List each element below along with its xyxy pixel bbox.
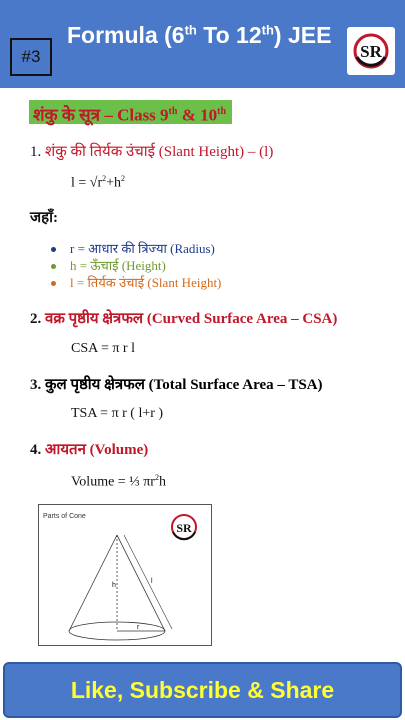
subscribe-banner[interactable]	[3, 662, 402, 718]
slant-height-heading: 1. शंकु की तिर्यक उंचाई (Slant Height) – (l)	[30, 144, 274, 160]
diagram-title: Parts of Cone	[43, 513, 86, 520]
csa-heading: 2. वक्र पृष्ठीय क्षेत्रफल (Curved Surface Area – CSA)	[30, 311, 338, 327]
list-item: h = ऊँचाई (Height)	[48, 257, 221, 274]
sr-logo-icon	[347, 27, 395, 75]
variable-list	[48, 240, 221, 291]
sr-logo-icon	[172, 515, 196, 539]
tsa-heading: 3. कुल पृष्ठीय क्षेत्रफल (Total Surface Area – TSA)	[30, 377, 323, 393]
where-label: जहाँ:	[30, 210, 58, 226]
tsa-formula: TSA = π r ( l+r )	[71, 406, 164, 421]
svg-text:h: h	[112, 582, 116, 589]
volume-formula: Volume = ⅓ $\pi r^2h$	[71, 473, 166, 490]
slant-height-formula: $l = √r^2+h^2$	[71, 174, 126, 191]
csa-formula: CSA = π r l	[71, 341, 135, 356]
svg-text:r: r	[137, 624, 140, 631]
volume-heading: 4. आयतन (Volume)	[30, 442, 149, 458]
svg-text:SR: SR	[360, 42, 382, 61]
list-item: r = आधार की त्रिज्या (Radius)	[48, 240, 221, 257]
subscribe-text: Like, Subscribe & Share	[70, 677, 335, 703]
cone-diagram	[38, 504, 212, 646]
page-title: Formula (6th To 12th) JEE	[67, 22, 332, 48]
header-bar	[0, 0, 405, 88]
list-item: l = तिर्यक उंचाई (Slant Height)	[48, 274, 221, 291]
cone-figure	[39, 505, 211, 645]
number-badge: #3	[10, 38, 52, 76]
svg-text:SR: SR	[176, 521, 192, 535]
svg-text:l: l	[151, 578, 153, 585]
section-heading: शंकु के सूत्र – Class 9th & 10th	[29, 100, 232, 124]
